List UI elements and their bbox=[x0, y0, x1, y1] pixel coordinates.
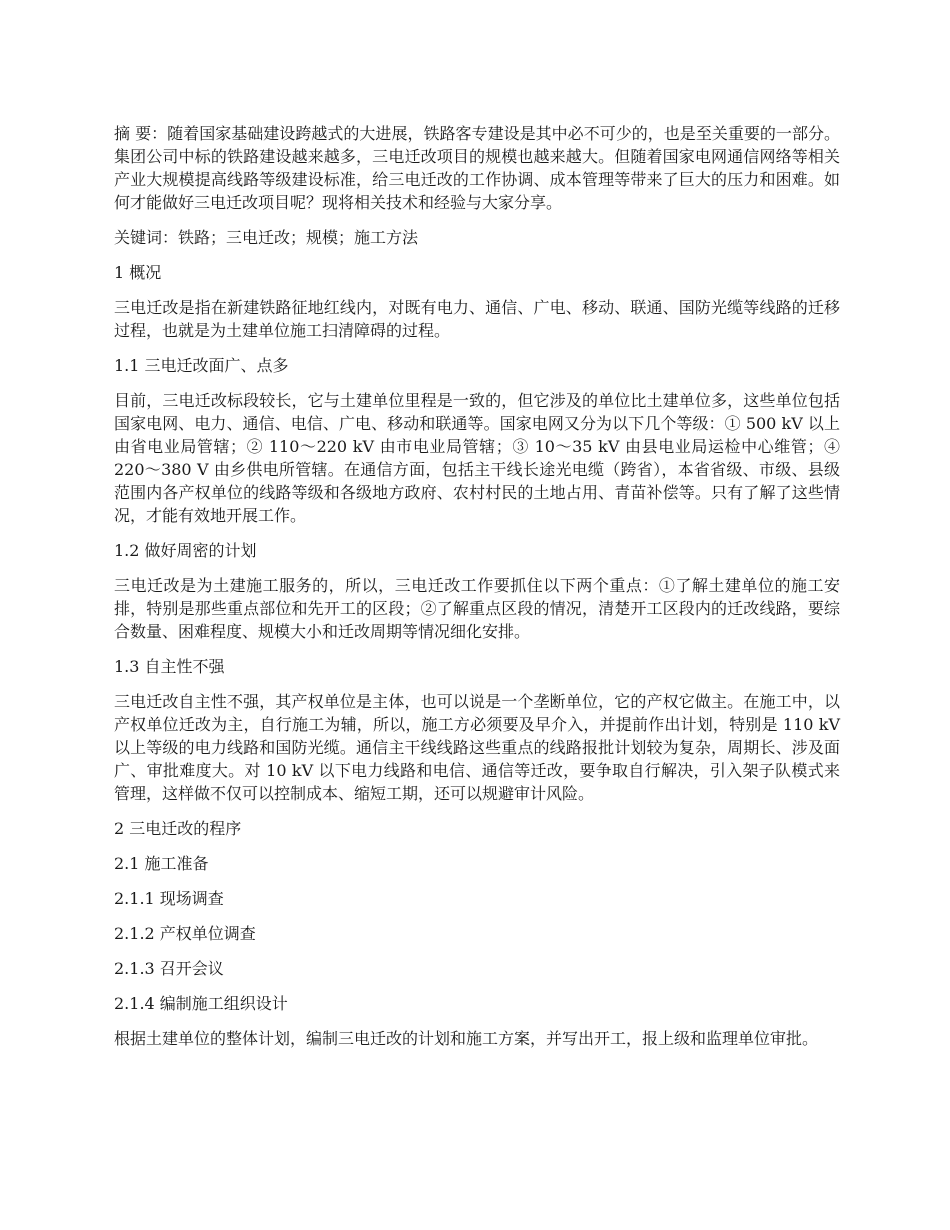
section-1-1-paragraph: 目前，三电迁改标段较长，它与土建单位里程是一致的，但它涉及的单位比土建单位多，这些单位包括国家电网、电力、通信、电信、广电、移动和联通等。国家电网又分为以下几个等级：① 500 kV 以上由省电业局管辖；② 110～220 kV 由市电业局管辖；③ 10～35 kV 由县电业局运检中心维管；④ 220～380 V 由乡供电所管辖。在通信方面，包括主干线长途光电缆（跨省），本省省级、市级、县级范围内各产权单位的线路等级和各级地方政府、农村村民的土地占用、青苗补偿等。只有了解了这些情况，才能有效地开展工作。 bbox=[114, 391, 840, 525]
section-heading-1-1: 1.1 三电迁改面广、点多 bbox=[114, 356, 289, 375]
keywords-paragraph: 关键词：铁路；三电迁改；规模；施工方法 bbox=[114, 228, 419, 247]
section-heading-2-1-3: 2.1.3 召开会议 bbox=[114, 959, 224, 978]
section-heading-1-2: 1.2 做好周密的计划 bbox=[114, 541, 257, 560]
section-heading-1-3: 1.3 自主性不强 bbox=[114, 657, 225, 676]
document-page bbox=[114, 122, 840, 1062]
section-1-paragraph: 三电迁改是指在新建铁路征地红线内，对既有电力、通信、广电、移动、联通、国防光缆等线路的迁移过程，也就是为土建单位施工扫清障碍的过程。 bbox=[114, 298, 840, 340]
section-heading-2-1-2: 2.1.2 产权单位调查 bbox=[114, 924, 256, 943]
section-heading-1: 1 概况 bbox=[114, 263, 162, 282]
section-heading-2-1: 2.1 施工准备 bbox=[114, 854, 209, 873]
section-heading-2-1-4: 2.1.4 编制施工组织设计 bbox=[114, 994, 288, 1013]
section-2-1-4-paragraph: 根据土建单位的整体计划，编制三电迁改的计划和施工方案，并写出开工，报上级和监理单位审批。 bbox=[114, 1029, 819, 1048]
abstract-paragraph: 摘 要：随着国家基础建设跨越式的大进展，铁路客专建设是其中必不可少的，也是至关重要的一部分。集团公司中标的铁路建设越来越多，三电迁改项目的规模也越来越大。但随着国家电网通信网络等相关产业大规模提高线路等级建设标准，给三电迁改的工作协调、成本管理等带来了巨大的压力和困难。如何才能做好三电迁改项目呢？现将相关技术和经验与大家分享。 bbox=[114, 124, 840, 212]
section-1-3-paragraph: 三电迁改自主性不强，其产权单位是主体，也可以说是一个垄断单位，它的产权它做主。在施工中，以产权单位迁改为主，自行施工为辅，所以，施工方必须要及早介入，并提前作出计划，特别是 110 kV 以上等级的电力线路和国防光缆。通信主干线线路这些重点的线路报批计划较为复杂，周期长、涉及面广、审批难度大。对 10 kV 以下电力线路和电信、通信等迁改，要争取自行解决，引入架子队模式来管理，这样做不仅可以控制成本、缩短工期，还可以规避审计风险。 bbox=[114, 692, 840, 803]
section-heading-2-1-1: 2.1.1 现场调查 bbox=[114, 889, 224, 908]
section-heading-2: 2 三电迁改的程序 bbox=[114, 819, 242, 838]
section-1-2-paragraph: 三电迁改是为土建施工服务的，所以，三电迁改工作要抓住以下两个重点：①了解土建单位的施工安排，特别是那些重点部位和先开工的区段；②了解重点区段的情况，清楚开工区段内的迁改线路，要综合数量、困难程度、规模大小和迁改周期等情况细化安排。 bbox=[114, 576, 840, 641]
